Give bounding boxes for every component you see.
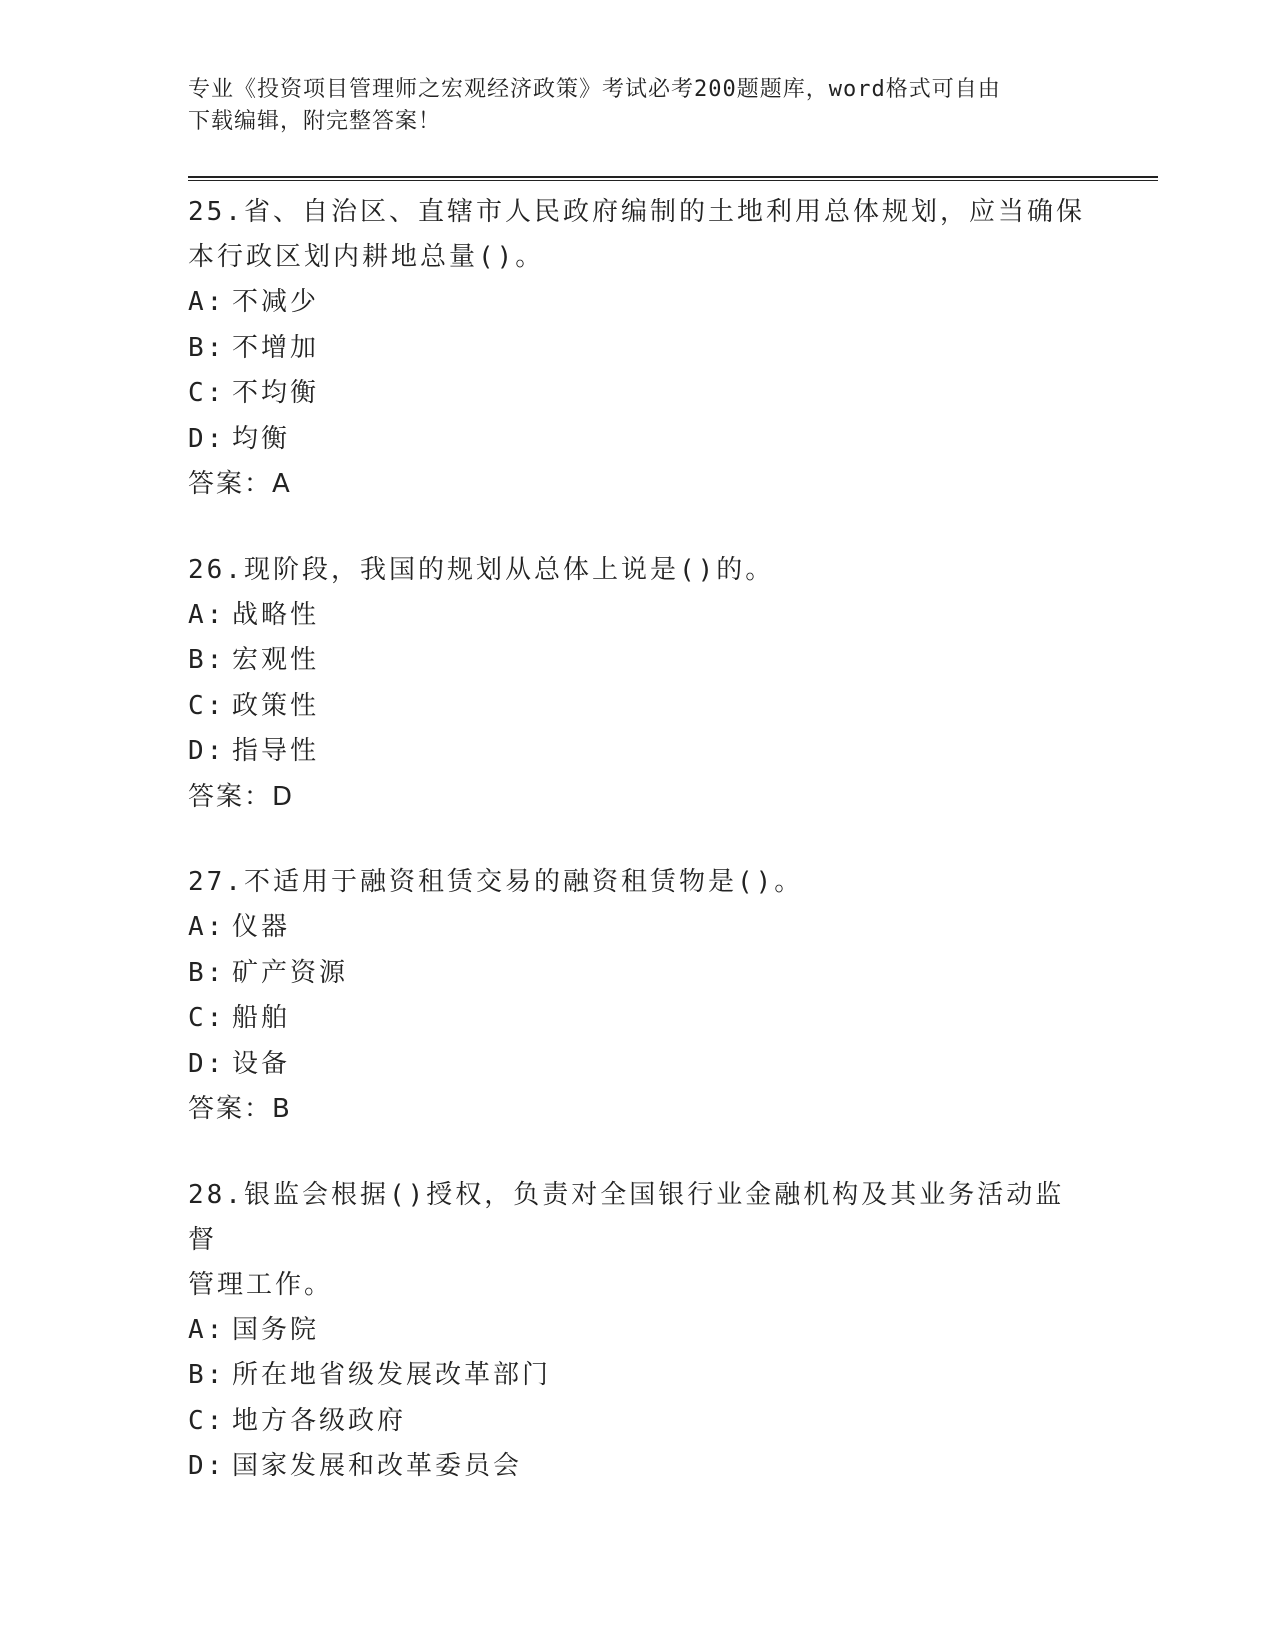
- option-text: 均衡: [232, 423, 291, 454]
- option-text: 仪器: [232, 912, 291, 942]
- answer-line: 答案：D: [188, 781, 295, 812]
- header-line-2: 下载编辑，附完整答案！: [188, 109, 442, 134]
- question-26: [188, 548, 1088, 821]
- option-b: [188, 326, 1088, 372]
- question-28: [188, 1173, 1088, 1490]
- option-key: A:: [188, 1314, 226, 1345]
- option-text: 国家发展和改革委员会: [232, 1451, 523, 1481]
- question-stem: 25.省、自治区、直辖市人民政府编制的土地利用总体规划，应当确保: [188, 197, 1085, 227]
- question-stem-continued: 本行政区划内耕地总量()。: [188, 242, 545, 272]
- option-text: 不均衡: [232, 378, 320, 408]
- option-text: 不减少: [232, 287, 320, 317]
- option-b: [188, 1353, 1088, 1399]
- question-stem: 26.现阶段，我国的规划从总体上说是()的。: [188, 554, 775, 585]
- option-key: B:: [188, 332, 226, 363]
- option-text: 指导性: [232, 736, 320, 766]
- option-key: C:: [188, 1003, 226, 1033]
- option-d: [188, 417, 1088, 463]
- document-page: [188, 0, 1158, 1650]
- question-list: [188, 190, 1088, 1530]
- option-key: A:: [188, 912, 226, 942]
- question-stem-continued: 管理工作。: [188, 1269, 334, 1300]
- option-d: [188, 1042, 1088, 1088]
- header-line-1: 专业《投资项目管理师之宏观经济政策》考试必考200题题库，word格式可自由: [188, 77, 1001, 102]
- option-text: 船舶: [232, 1003, 291, 1033]
- option-b: [188, 951, 1088, 997]
- answer-line: 答案：A: [188, 469, 292, 499]
- option-key: B:: [188, 1360, 226, 1390]
- option-text: 政策性: [232, 690, 320, 721]
- option-key: D:: [188, 736, 226, 766]
- document-header: [188, 74, 1068, 138]
- question-stem: 27.不适用于融资租赁交易的融资租赁物是()。: [188, 867, 804, 897]
- option-a: [188, 1308, 1088, 1354]
- option-key: D:: [188, 423, 226, 454]
- option-key: A:: [188, 287, 226, 317]
- option-c: [188, 996, 1088, 1042]
- question-stem: 28.银监会根据()授权，负责对全国银行业金融机构及其业务活动监督: [188, 1179, 1065, 1255]
- option-b: [188, 638, 1088, 684]
- option-a: [188, 905, 1088, 951]
- option-d: [188, 729, 1088, 775]
- option-key: B:: [188, 645, 226, 675]
- option-c: [188, 684, 1088, 730]
- option-text: 所在地省级发展改革部门: [232, 1360, 552, 1390]
- option-text: 地方各级政府: [232, 1405, 407, 1436]
- header-divider: [188, 176, 1158, 181]
- option-text: 国务院: [232, 1314, 320, 1345]
- question-25: [188, 190, 1088, 508]
- option-key: B:: [188, 957, 226, 988]
- option-key: D:: [188, 1451, 226, 1481]
- answer-line: 答案：B: [188, 1094, 292, 1124]
- option-text: 战略性: [232, 599, 320, 630]
- option-key: D:: [188, 1048, 226, 1079]
- option-key: C:: [188, 378, 226, 408]
- option-key: A:: [188, 599, 226, 630]
- option-text: 不增加: [232, 332, 320, 363]
- option-text: 矿产资源: [232, 957, 349, 988]
- option-key: C:: [188, 690, 226, 721]
- option-c: [188, 371, 1088, 417]
- option-text: 宏观性: [232, 645, 320, 675]
- option-a: [188, 593, 1088, 639]
- question-27: [188, 860, 1088, 1133]
- option-c: [188, 1399, 1088, 1445]
- option-key: C:: [188, 1405, 226, 1436]
- option-text: 设备: [232, 1048, 291, 1079]
- option-d: [188, 1444, 1088, 1490]
- option-a: [188, 280, 1088, 326]
